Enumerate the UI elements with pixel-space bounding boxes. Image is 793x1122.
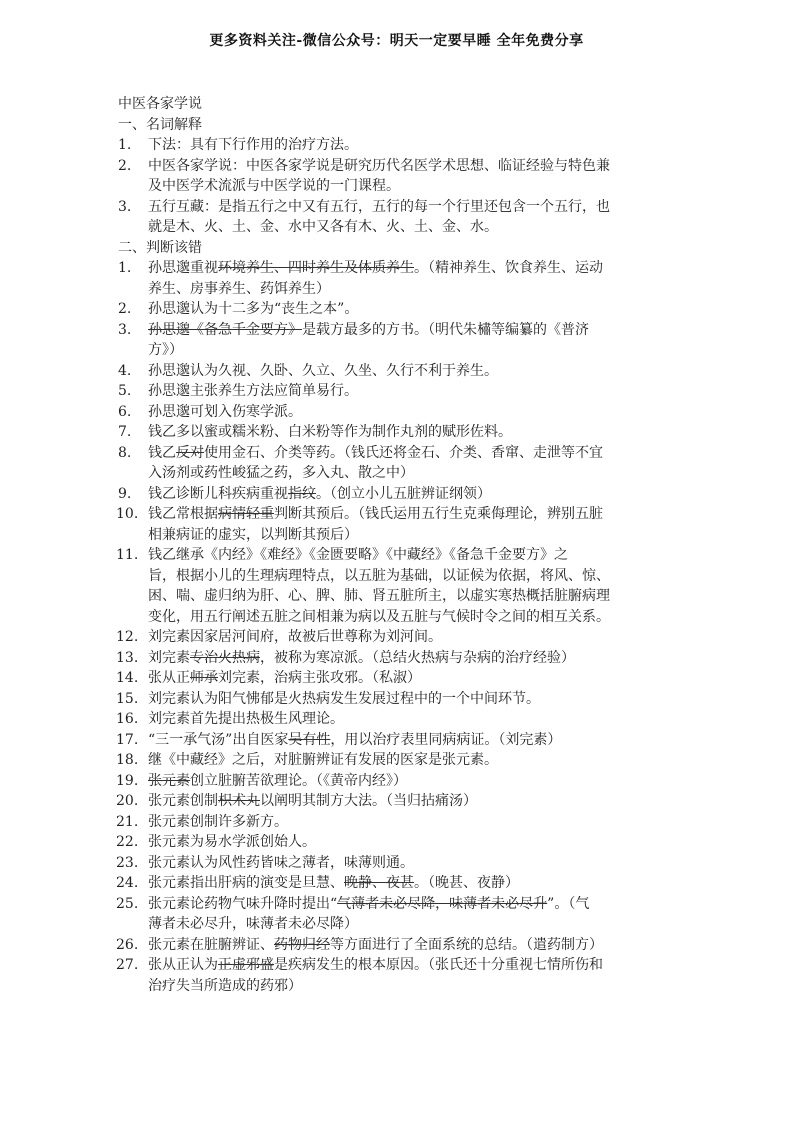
item-text-segment: 刘完素因家居河间府，故被后世尊称为刘河间。 — [148, 629, 442, 645]
item-number: 17. — [116, 731, 139, 748]
correction-text: 是疾病发生的根本原因。（张氏还十分重视七情所伤和 — [274, 957, 603, 973]
item-text-segment: 钱乙多以蜜或糯米粉、白米粉等作为制作丸剂的赋形佐料。 — [148, 424, 512, 440]
correction-text: 。（精神养生、饮食养生、运动 — [414, 260, 603, 276]
section-heading-terms: 一、名词解释 — [118, 116, 202, 133]
item-text-continued: 困、喘、虚归纳为肝、心、脾、肺、肾五脏所主，以虚实寒热概括脏腑病理 — [148, 588, 610, 604]
item-text-segment: 孙思邈认为久视、久卧、久立、久坐、久行不利于养生。 — [148, 362, 498, 379]
list-item — [118, 730, 678, 751]
item-number: 8. — [118, 444, 132, 461]
item-number: 3. — [118, 198, 132, 215]
item-number: 6. — [118, 403, 132, 420]
list-item — [118, 853, 678, 874]
item-text-continued: 方》） — [148, 342, 183, 358]
list-item — [118, 873, 678, 894]
item-text: 五行互藏：是指五行之中又有五行，五行的每一个行里还包含一个五行，也 — [148, 198, 610, 215]
item-text — [148, 791, 678, 812]
correction-text: ，被称为寒凉派。（总结火热病与杂病的治疗经验） — [260, 649, 575, 666]
list-item — [118, 791, 678, 812]
item-text — [148, 709, 678, 730]
item-number: 23. — [116, 854, 139, 871]
item-text-segment: 继《中藏经》之后，对脏腑辨证有发展的医家是张元素。 — [148, 752, 498, 768]
item-number: 15. — [116, 690, 139, 707]
item-text — [148, 299, 678, 320]
list-item — [118, 668, 678, 689]
list-item — [118, 381, 678, 402]
struck-out-text: 指纹 — [288, 485, 316, 502]
list-item — [118, 402, 678, 423]
item-number: 4. — [118, 362, 132, 379]
struck-out-text: 病情轻重 — [218, 506, 274, 522]
item-text-segment: 张元素创制 — [148, 793, 218, 809]
item-text: 及中医学术流派与中医学说的一门课程。 — [148, 178, 400, 194]
list-item — [118, 320, 678, 361]
list-item — [118, 771, 678, 792]
item-text-segment: 张元素认为风性药皆味之薄者，味薄则通。 — [148, 854, 414, 871]
item-number: 13. — [116, 649, 139, 666]
struck-out-text: 气薄者未必尽降，味薄者未必尽升 — [337, 895, 548, 912]
list-item — [118, 422, 678, 443]
list-item — [118, 197, 678, 238]
item-text-segment: 张从正 — [148, 670, 190, 686]
list-item — [118, 484, 678, 505]
item-number: 16. — [116, 711, 139, 727]
item-text-segment: 孙思邈重视 — [148, 260, 218, 276]
item-text-segment: 孙思邈可划入伤寒学派。 — [148, 403, 302, 420]
judgement-list — [118, 258, 678, 996]
item-number: 5. — [118, 383, 132, 399]
list-item — [118, 299, 678, 320]
terms-list — [118, 135, 678, 238]
item-text — [148, 402, 678, 423]
correction-text: 以阐明其制方大法。（当归拈痛汤） — [260, 793, 477, 809]
item-text — [148, 443, 678, 464]
document-title: 中医各家学说 — [118, 96, 202, 112]
item-number: 1. — [118, 260, 132, 276]
item-text-segment: 钱乙常根据 — [148, 506, 218, 522]
section-heading-judgement: 二、判断该错 — [118, 239, 202, 256]
item-text-segment: 刘完素认为阳气怫郁是火热病发生发展过程中的一个中间环节。 — [148, 690, 540, 707]
list-item — [118, 627, 678, 648]
item-text — [148, 935, 678, 956]
item-text-continued: 变化，用五行阐述五脏之间相兼为病以及五脏与气候时令之间的相互关系。 — [148, 608, 610, 625]
list-item — [118, 361, 678, 382]
correction-text: 。（创立小儿五脏辨证纲领） — [316, 485, 491, 502]
item-text — [148, 812, 678, 833]
correction-text: 创立脏腑苦欲理论。（《黄帝内经》） — [190, 772, 407, 789]
item-number: 21. — [116, 813, 139, 830]
item-text — [148, 730, 678, 751]
item-text-segment: 孙思邈认为十二多为“丧生之本”。 — [148, 301, 359, 317]
item-number: 27. — [116, 957, 139, 973]
item-text-segment: 张元素论药物气味升降时提出“ — [148, 895, 338, 912]
list-item — [118, 648, 678, 669]
correction-text: 。（晚甚、夜静） — [414, 875, 519, 891]
list-item — [118, 443, 678, 484]
list-item — [118, 689, 678, 710]
struck-out-text: 药物归经 — [274, 936, 330, 953]
item-text-segment: 张从正认为 — [148, 957, 218, 973]
correction-text: 是载方最多的方书。（明代朱橚等编纂的《普济 — [302, 321, 589, 338]
item-text-continued: 入汤剂或药性峻猛之药，多入丸、散之中） — [148, 465, 414, 481]
list-item — [118, 894, 678, 935]
item-number: 20. — [116, 793, 139, 809]
item-text — [148, 873, 678, 894]
struck-out-text: 孙思邈《备急千金要方》 — [148, 321, 302, 338]
item-text-continued: 治疗失当所造成的药邪） — [148, 977, 302, 994]
item-number: 14. — [116, 670, 139, 686]
item-text — [148, 504, 678, 525]
correction-text: 使用金石、介类等药。（钱氏还将金石、介类、香窜、走泄等不宜 — [204, 444, 603, 461]
item-number: 24. — [116, 875, 139, 891]
item-text-segment: 钱乙 — [148, 444, 176, 461]
item-number: 22. — [116, 834, 139, 850]
list-item — [118, 504, 678, 545]
list-item — [118, 545, 678, 627]
list-item — [118, 832, 678, 853]
item-text-segment: 钱乙诊断儿科疾病重视 — [148, 485, 288, 502]
item-text — [148, 832, 678, 853]
item-text-continued: 相兼病证的虚实，以判断其预后） — [148, 526, 358, 543]
item-number: 18. — [116, 752, 139, 768]
list-item — [118, 135, 678, 156]
struck-out-text: 枳术丸 — [218, 793, 260, 809]
item-text-segment: 钱乙继承《内经》《难经》《金匮要略》《中藏经》《备急千金要方》之 — [148, 547, 568, 563]
item-text — [148, 320, 678, 341]
item-number: 25. — [116, 895, 139, 912]
item-number: 7. — [118, 424, 132, 440]
struck-out-text: 专治火热病 — [190, 649, 260, 666]
item-number: 1. — [118, 137, 132, 153]
item-text-segment: “三一承气汤”出自医家 — [148, 731, 289, 748]
item-text-continued: 薄者未必尽升，味薄者未必尽降） — [148, 916, 358, 932]
item-text — [148, 258, 678, 279]
item-number: 19. — [116, 772, 139, 789]
struck-out-text: 师承 — [190, 670, 218, 686]
list-item — [118, 709, 678, 730]
item-text — [148, 894, 678, 915]
item-text — [148, 750, 678, 771]
item-text — [148, 853, 678, 874]
item-text — [148, 648, 678, 669]
item-number: 10. — [116, 506, 139, 522]
struck-out-text: 张元素 — [148, 772, 190, 789]
correction-text: 判断其预后。（钱氏运用五行生克乘侮理论，辨别五脏 — [274, 506, 603, 522]
item-text-segment: 刘完素 — [148, 649, 190, 666]
struck-out-text: 反对 — [176, 444, 204, 461]
item-text — [148, 484, 678, 505]
item-text — [148, 545, 678, 566]
list-item — [118, 812, 678, 833]
item-number: 11. — [116, 547, 139, 563]
item-text: 就是木、火、土、金、水中又各有木、火、土、金、水。 — [148, 219, 498, 235]
correction-text: ，用以治疗表里同病病证。（刘完素） — [330, 731, 562, 748]
item-number: 12. — [116, 629, 139, 645]
item-text-segment: 刘完素首先提出热极生风理论。 — [148, 711, 344, 727]
promo-banner: 更多资料关注-微信公众号：明天一定要早睡 全年免费分享 — [209, 33, 584, 49]
item-text-continued: 旨，根据小儿的生理病理特点，以五脏为基础，以证候为依据，将风、惊、 — [148, 567, 610, 584]
item-text-segment: 张元素指出肝病的演变是旦慧、 — [148, 875, 344, 891]
item-text — [148, 381, 678, 402]
item-text-segment: 张元素在脏腑辨证、 — [148, 936, 274, 953]
item-number: 2. — [118, 157, 132, 174]
item-text: 中医各家学说：中医各家学说是研究历代名医学术思想、临证经验与特色兼 — [148, 157, 610, 174]
item-text — [148, 361, 678, 382]
struck-out-text: 吴有性 — [288, 731, 331, 748]
item-text-segment: 张元素为易水学派创始人。 — [148, 834, 316, 850]
list-item — [118, 258, 678, 299]
item-text — [148, 668, 678, 689]
item-text-segment: 孙思邈主张养生方法应简单易行。 — [148, 383, 358, 399]
item-text — [148, 955, 678, 976]
correction-text: 刘完素，治病主张攻邪。（私淑） — [218, 670, 421, 686]
correction-text: 等方面进行了全面系统的总结。（遣药制方） — [330, 936, 603, 953]
struck-out-text: 正虚邪盛 — [218, 957, 274, 973]
item-text-segment: 张元素创制许多新方。 — [148, 813, 288, 830]
item-text-continued: 养生、房事养生、药饵养生） — [148, 280, 330, 297]
document-body — [118, 94, 678, 996]
item-text — [148, 771, 678, 792]
item-text — [148, 422, 678, 443]
item-number: 3. — [118, 321, 132, 338]
list-item — [118, 156, 678, 197]
list-item — [118, 750, 678, 771]
item-text: 下法：具有下行作用的治疗方法。 — [148, 137, 358, 153]
item-number: 9. — [118, 485, 132, 502]
list-item — [118, 955, 678, 996]
correction-text: ”。（气 — [547, 895, 590, 912]
struck-out-text: 环境养生、四时养生及体质养生 — [218, 260, 414, 276]
item-text — [148, 627, 678, 648]
list-item — [118, 935, 678, 956]
item-number: 2. — [118, 301, 132, 317]
item-text — [148, 689, 678, 710]
struck-out-text: 晚静、夜甚 — [344, 875, 414, 891]
item-number: 26. — [116, 936, 139, 953]
